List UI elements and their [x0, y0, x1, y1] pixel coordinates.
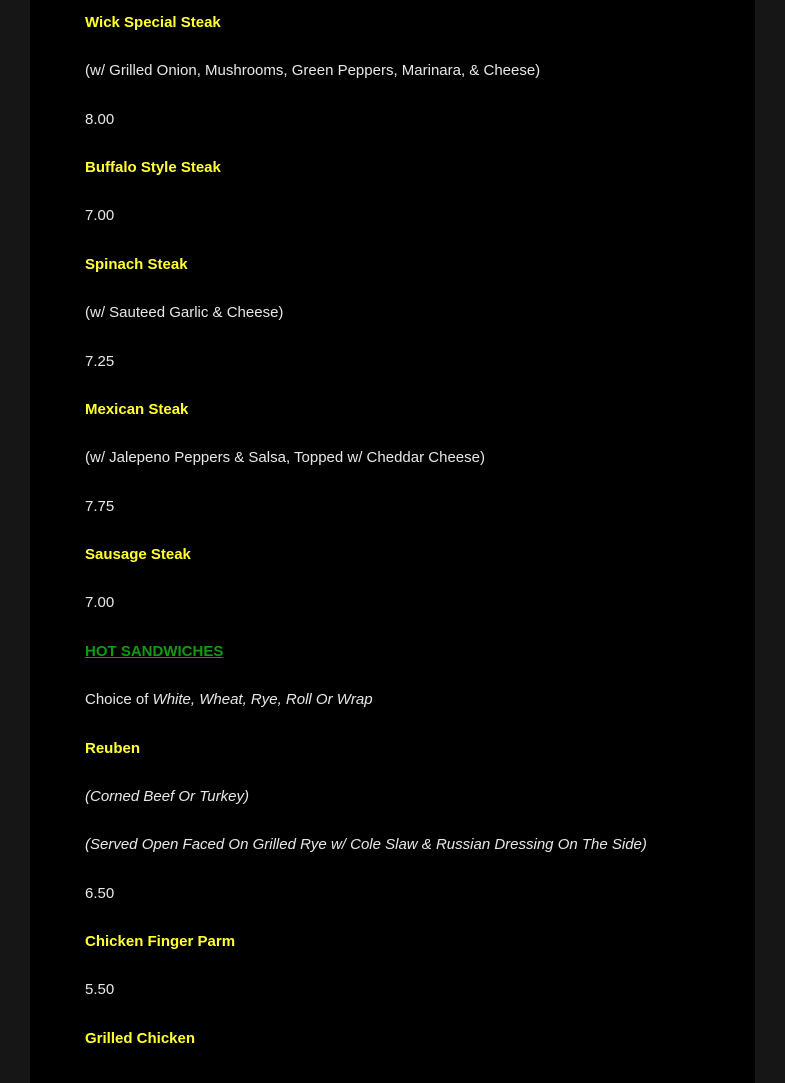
bread-choice-options: White, Wheat, Rye, Roll Or Wrap — [152, 691, 373, 708]
bread-choice-line — [85, 691, 373, 709]
menu-item-price: 7.00 — [85, 594, 115, 611]
menu-item-name: Reuben — [85, 740, 141, 757]
menu-item-name: Spinach Steak — [85, 256, 188, 273]
menu-item-note: (Corned Beef Or Turkey) — [85, 788, 249, 805]
menu-item-name: Wick Special Steak — [85, 14, 221, 31]
menu-item-price: 8.00 — [85, 111, 115, 128]
menu-page — [30, 0, 755, 1083]
menu-item-description: (w/ Grilled Onion, Mushrooms, Green Peppers, Marinara, & Cheese) — [85, 62, 541, 79]
menu-item-name: Mexican Steak — [85, 401, 189, 418]
menu-item-name: Buffalo Style Steak — [85, 159, 221, 176]
menu-item-name: Sausage Steak — [85, 546, 191, 563]
menu-item-name: Grilled Chicken — [85, 1030, 196, 1047]
menu-item-note: (Served Open Faced On Grilled Rye w/ Cole Slaw & Russian Dressing On The Side) — [85, 836, 647, 853]
menu-item-price: 5.50 — [85, 981, 115, 998]
menu-item-name: Chicken Finger Parm — [85, 933, 236, 950]
menu-item-price: 6.50 — [85, 885, 115, 902]
menu-item-description: (w/ Sauteed Garlic & Cheese) — [85, 304, 284, 321]
bread-choice-prefix: Choice of — [85, 691, 153, 708]
menu-item-description: (w/ Jalepeno Peppers & Salsa, Topped w/ Cheddar Cheese) — [85, 449, 485, 466]
section-heading-hot-sandwiches[interactable]: HOT SANDWICHES — [85, 643, 224, 660]
menu-item-price: 7.25 — [85, 353, 115, 370]
menu-item-price: 7.00 — [85, 207, 115, 224]
menu-item-price: 7.75 — [85, 498, 115, 515]
